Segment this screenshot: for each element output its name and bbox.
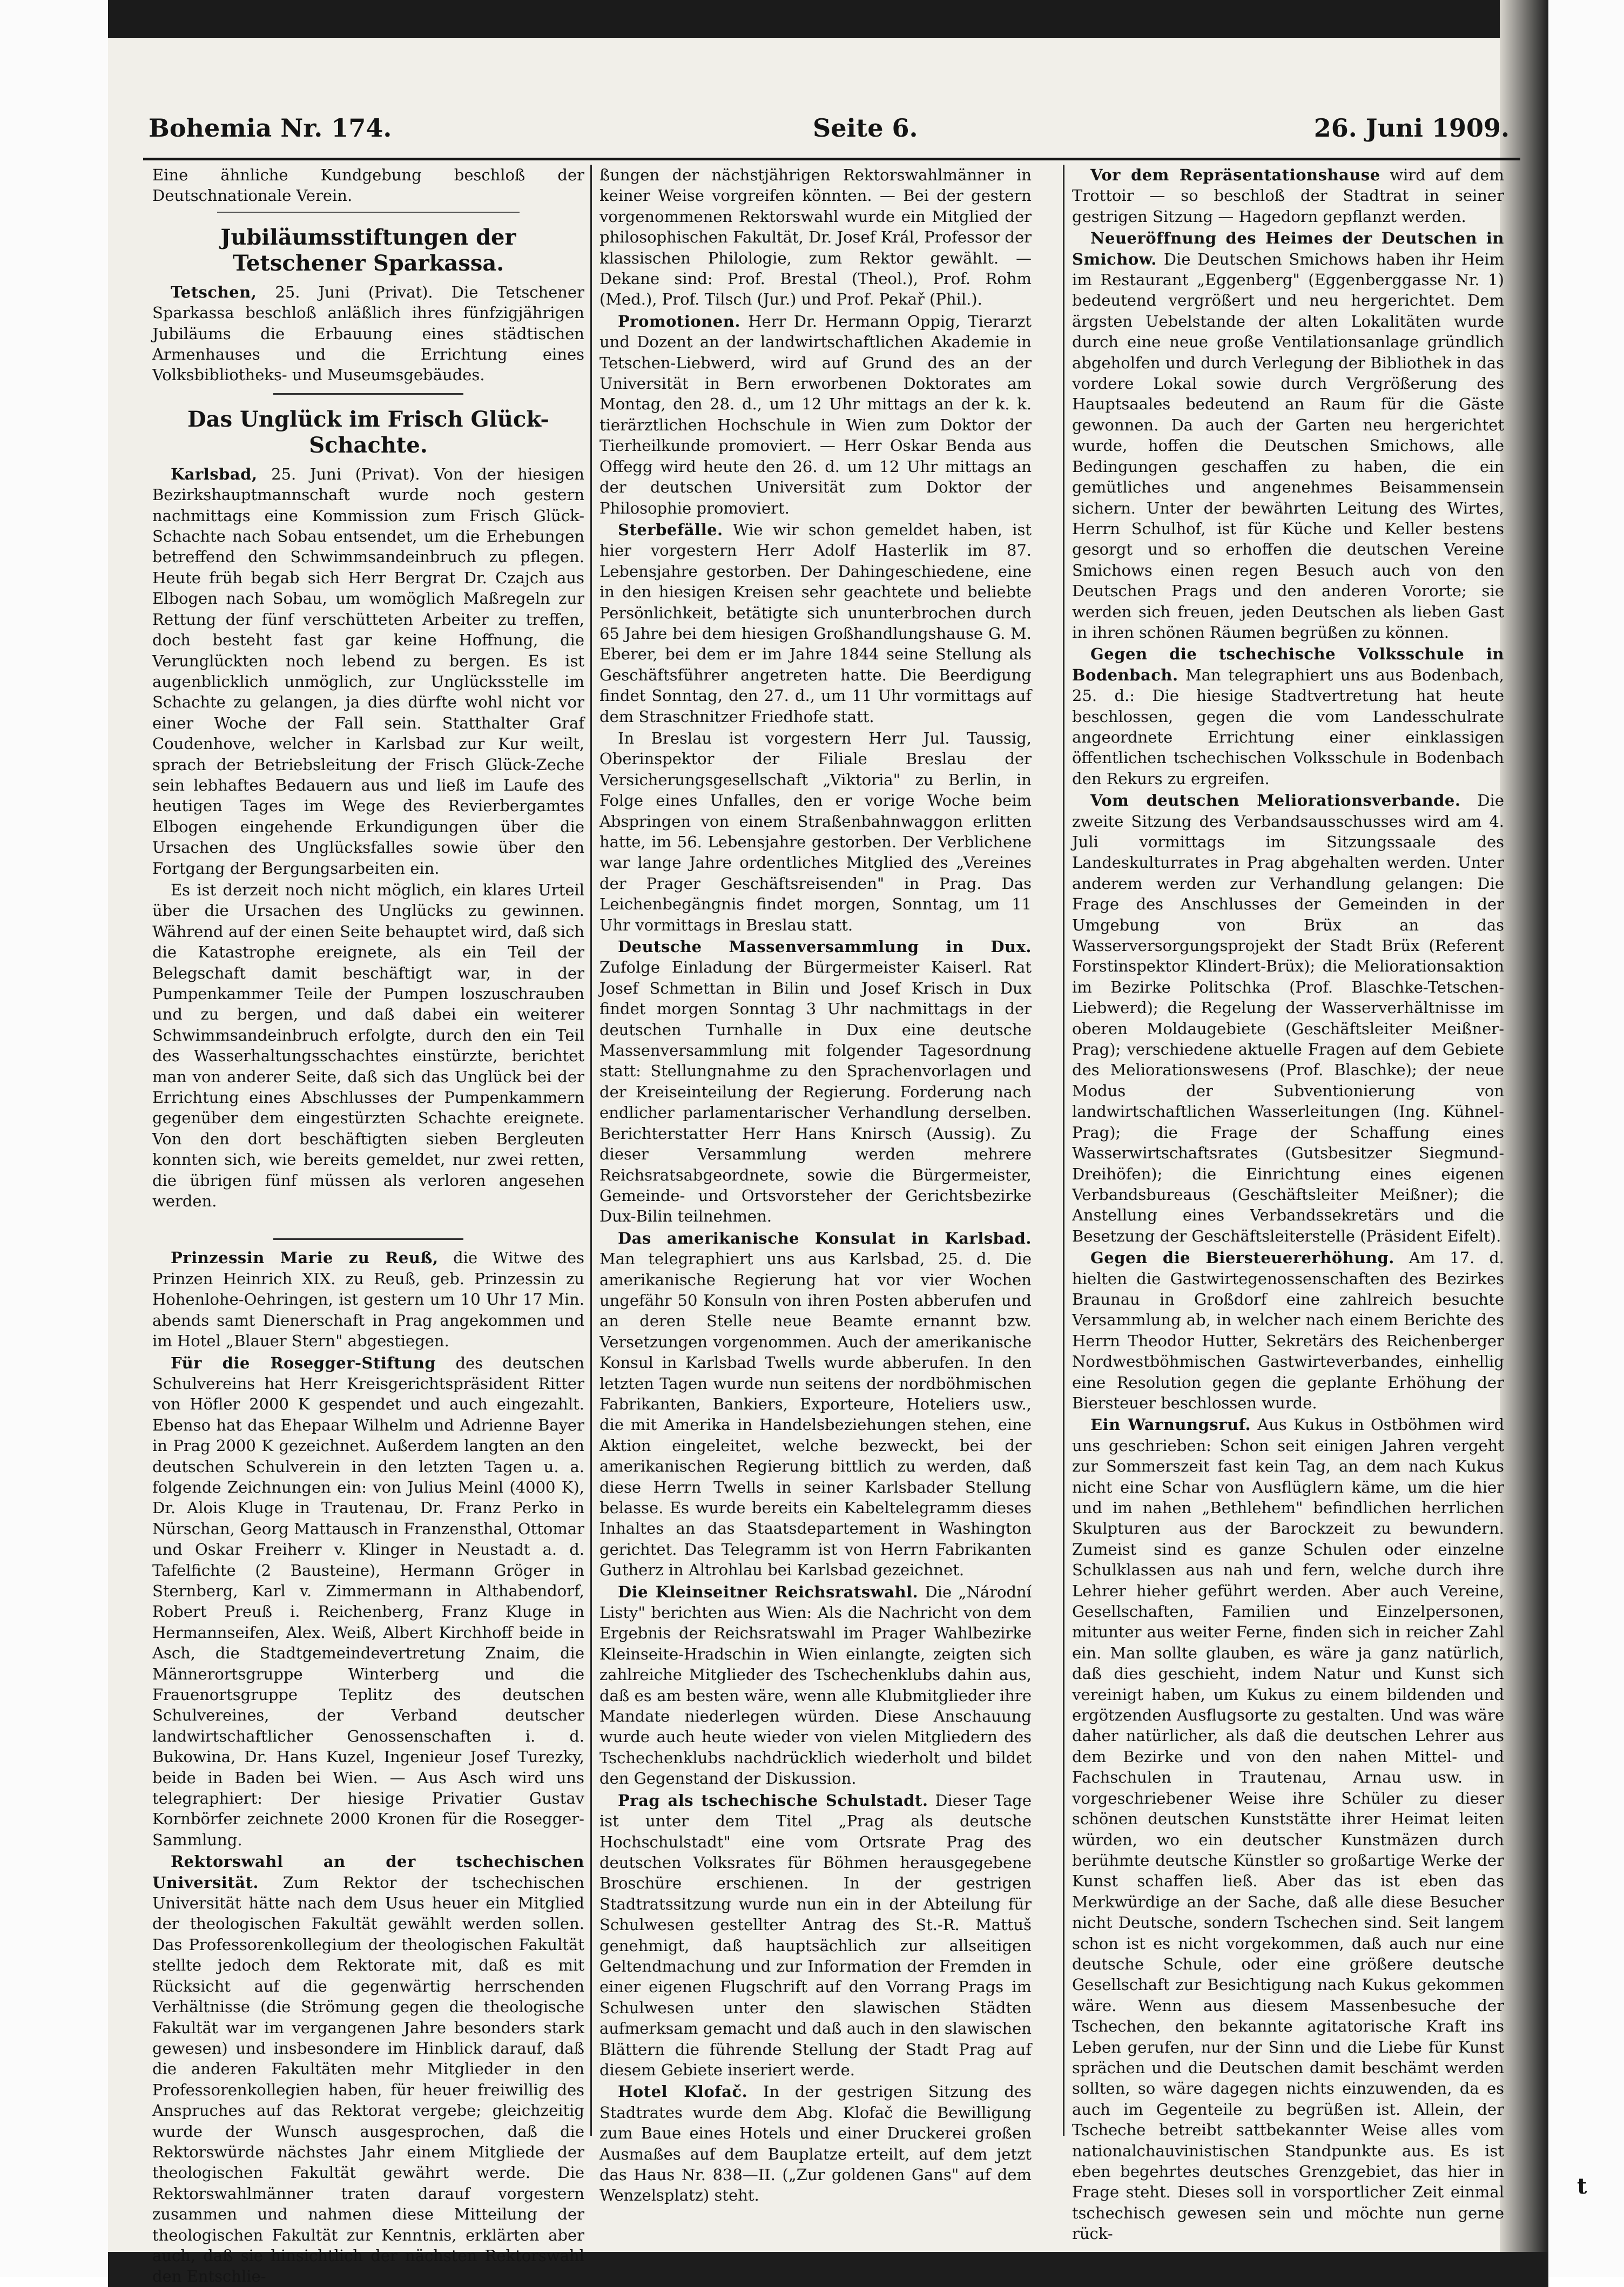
article-schulstadt: Prag als tschechische Schulstadt. Dieser Tage ist unter dem Titel „Prag als deutsche Hochschulstadt" eine vom Ortsrate Prag des deutschen Volksrates für Böhmen herausgegebene Broschüre erschienen. In der gestrigen Stadtratssitzung wurde nun ein in der Abteilung für Schulwesen gestellter Antrag des St.-R. Mattuš genehmigt, daß hauptsächlich zur allseitigen Geltendmachung und zur Information der Fremden in einer eigenen Flugschrift auf den Vorrang Prags im Schulwesen unter den slawischen Städten aufmerksam gemacht und daß auch in den slawischen Blättern die führende Stellung der Stadt Prag auf diesem Gebiete inseriert werde.: [599, 1791, 1032, 2079]
article-rektorswahl: Rektorswahl an der tschechischen Universität. Zum Rektor der tschechischen Universität hätte nach dem Usus heuer ein Mitglied der theologischen Fakultät gewählt werden sollen. Das Professorenkollegium der theologischen Fakultät stellte jedoch dem Rektorate mit, daß es mit Rücksicht auf die gegenwärtig herrschenden Verhältnisse (die Strömung gegen die theologische Fakultät war im vergangenen Jahre besonders stark gewesen) und insbesondere im Hinblick darauf, daß die anderen Fakultäten mehr Mitglieder in den Professorenkollegien haben, für heuer freiwillig des Anspruches auf das Rektorat vergebe; gleichzeitig wurde der Wunsch ausgesprochen, daß die Rektorswürde nächstes Jahr einem Mitgliede der theologischen Fakultät gewährt werde. Die Rektorswahlmänner traten darauf vorgestern zusammen und nahmen diese Mitteilung der theologischen Fakultät zur Kenntnis, erklärten aber auch, daß sie hinsichtlich der nächsten Rektorswahl den Entschlie-: [152, 1852, 585, 2286]
article-kleinseite: Die Kleinseitner Reichsratswahl. Die „Národní Listy" berichten aus Wien: Als die Nachricht von dem Ergebnis der Reichsratswahl im Prager Wahlbezirke Kleinseite-Hradschin in Wien einlangte, zeigten sich zahlreiche Mitglieder des Tschechenklubs dahin aus, daß es am besten wäre, wenn alle Klubmitglieder ihre Mandate niederlegen würden. Diese Anschauung wurde auch heute wieder von vielen Mitgliedern des Tschechenklubs nachdrücklich wiederholt und bildet den Gegenstand der Diskussion.: [599, 1582, 1032, 1788]
column-2: [599, 165, 1032, 2205]
page-header: [143, 113, 1520, 151]
article-reuss: Prinzessin Marie zu Reuß, die Witwe des Prinzen Heinrich XIX. zu Reuß, geb. Prinzessin zu Hohenlohe-Oehringen, ist gestern um 10 Uhr 17 Min. abends samt Dienerschaft in Prag angekommen und im Hotel „Blauer Stern" abgestiegen.: [152, 1249, 585, 1351]
run-in-head: Das amerikanische Konsulat in Karlsbad.: [618, 1229, 1032, 1247]
article-melioration: Vom deutschen Meliorationsverbande. Die zweite Sitzung des Verbandsausschusses wird am 4. Juli vormittags im Sitzungssaale des Landeskulturrates in Prag abgehalten werden. Unter anderem werden zur Verhandlung gelangen: Die Frage des Anschlusses der Gemeinden in der Umgebung von Brüx an das Wasserversorgungsprojekt der Stadt Brüx (Referent Forstinspektor Klindert-Brüx); die Meliorationsaktion im Bezirke Politschka (Prof. Blaschke-Tetschen-Liebwerd); die Regelung der Wasserverhältnisse im oberen Moldaugebiete (Geschäftsleiter Meißner-Prag); verschiedene aktuelle Fragen auf dem Gebiete des Meliorationswesens (Prof. Blaschke); der neue Modus der Subventionierung von landwirtschaftlichen Wasserleitungen (Ing. Kühnel-Prag); die Frage der Schaffung eines Wasserwirtschaftsrates (Gutsbesitzer Siegmund-Dreihöfen); die Einrichtung eines eigenen Verbandsbureaus (Geschäftsleiter Meißner); die Anstellung eines Verbandssekretärs und die Besetzung der Geschäftsleiterstelle (Präsident Eifelt).: [1072, 791, 1505, 1245]
column-3: [1072, 165, 1505, 2243]
article-unglueck: Karlsbad, 25. Juni (Privat). Von der hiesigen Bezirkshauptmannschaft wurde noch gestern nachmittags eine Kommission zum Frisch Glück-Schachte nach Sobau entsendet, um die Erhebungen betreffend den Schwimmsandeinbruch zu pflegen. Heute früh begab sich Herr Bergrat Dr. Czajch aus Elbogen nach Sobau, um womöglich Maßregeln zur Rettung der fünf verschütteten Arbeiter zu treffen, doch besteht fast gar keine Hoffnung, die Verunglückten noch lebend zu bergen. Es ist augenblicklich unmöglich, zur Unglücksstelle im Schachte zu gelangen, ja dies dürfte wohl nicht vor einer Woche der Fall sein. Statthalter Graf Coudenhove, welcher in Karlsbad zur Kur weilt, sprach der Betriebsleitung der Frisch Glück-Zeche sein lebhaftes Bedauern aus und ließ im Laufe des heutigen Tages im Wege des Revierbergamtes Elbogen eingehende Erkundigungen über die Ursachen des Unglücksfalles sowie über den Fortgang der Bergungsarbeiten ein.: [152, 464, 584, 878]
column-1: [152, 165, 585, 2286]
scan-edge-right: [1500, 0, 1548, 2277]
article-klofac: Hotel Klofač. In der gestrigen Sitzung des Stadtrates wurde dem Abg. Klofač die Bewilligung zum Baue eines Hotels und einer Druckerei großen Ausmaßes auf dem Bauplatze erteilt, auf dem jetzt das Haus Nr. 838—II. („Zur goldenen Gans" auf dem Wenzelsplatz) steht.: [599, 2082, 1032, 2205]
margin-mark: t: [1577, 2174, 1587, 2199]
article-konsulat: Das amerikanische Konsulat in Karlsbad. Man telegraphiert uns aus Karlsbad, 25. d. Die amerikanische Regierung hat vor vier Wochen ungefähr 50 Konsuln von ihren Posten abberufen und an deren Stelle neue Beamte ernannt bzw. Versetzungen vorgenommen. Auch der amerikanische Konsul in Karlsbad Twells wurde abberufen. In den letzten Tagen wurde nun seitens der nordböhmischen Fabrikanten, Bankiers, Exporteure, Hoteliers usw., die mit Amerika in Handelsbeziehungen stehen, eine Aktion eingeleitet, welche bezweckt, bei der amerikanischen Regierung bittlich zu werden, daß diese Herrn Twells in seiner Karlsbader Stellung belasse. Es wurde bereits ein Kabeltelegramm dieses Inhaltes an das Staatsdepartement in Washington gerichtet. Das Telegramm ist von Herrn Fabrikanten Gutherz in Altrohlau bei Karlsbad gezeichnet.: [599, 1229, 1032, 1580]
article-dux: Deutsche Massenversammlung in Dux. Zufolge Einladung der Bürgermeister Kaiserl. Rat Josef Schmettan in Bilin und Josef Krisch in Dux findet morgen Sonntag 3 Uhr nachmittags in der deutschen Turnhalle in Dux eine deutsche Massenversammlung mit folgender Tagesordnung statt: Stellungnahme zu den Sprachenvorlagen und der Kreiseinteilung der Regierung. Forderung nach endlicher parlamentarischer Verhandlung derselben. Berichterstatter Herr Hans Knirsch (Aussig). Zu dieser Versammlung werden mehrere Reichsratsabgeordnete, sowie die Bürgermeister, Gemeinde- und Ortsvorsteher der Gerichtsbezirke Dux-Bilin teilnehmen.: [599, 937, 1032, 1226]
run-in-head: Prinzessin Marie zu Reuß,: [171, 1249, 439, 1267]
separator: [273, 1238, 463, 1240]
run-in-head: Rektorswahl an der tschechischen Universität.: [152, 1852, 584, 1892]
column-rule-1: [590, 165, 592, 2136]
article-smichow: Neueröffnung des Heimes der Deutschen in Smichow. Die Deutschen Smichows haben ihr Heim im Restaurant „Eggenberg" (Eggenberggasse Nr. 1) bedeutend vergrößert und neu hergerichtet. Dem ärgsten Uebelstande der alten Lokalitäten wurde durch eine neue große Ventilationsanlage gründlich abgeholfen und durch Verlegung der Bibliothek in das vordere Lokal sowie durch Vergrößerung des Hauptsaales bedeutend an Raum für die Gäste gewonnen. Da auch der Garten neu hergerichtet wurde, hoffen die Deutschen Smichows, alle Bedingungen geschaffen zu haben, die ein gemütliches und angenehmes Beisammensein sichern. Unter der bewährten Leitung des Wirtes, Herrn Schulhof, ist für Küche und Keller bestens gesorgt und so erhoffen die deutschen Vereine Smichows einen regen Besuch auch von den Deutschen Prags und den anderen Vororte; sie werden sich freuen, jeden Deutschen als lieben Gast in ihren schönen Räumen begrüßen zu können.: [1072, 229, 1504, 642]
headline-unglueck: Das Unglück im Frisch Glück-Schachte.: [187, 406, 550, 458]
separator: [217, 212, 520, 213]
run-in-head: Sterbefälle.: [618, 520, 723, 539]
scan-margin-left: [0, 0, 108, 2277]
article-repraesentationshaus: Vor dem Repräsentationshause wird auf dem Trottoir — so beschloß der Stadtrat in seiner gestrigen Sitzung — Hagedorn gepflanzt werden.: [1072, 166, 1505, 226]
run-in-head: Gegen die tschechische Volksschule in Bodenbach.: [1072, 645, 1504, 684]
run-in-head: Vom deutschen Meliorationsverbande.: [1090, 791, 1461, 810]
headline-sparkassa: Jubiläumsstiftungen der Tetschener Sparkassa.: [220, 224, 516, 276]
run-in-head: Neueröffnung des Heimes der Deutschen in Smichow.: [1072, 229, 1504, 268]
scan-edge-top: [108, 0, 1548, 38]
header-rule: [143, 158, 1520, 160]
run-in-head: Ein Warnungsruf.: [1090, 1415, 1251, 1434]
scan-margin-right: [1548, 0, 1624, 2277]
article-bodenbach: Gegen die tschechische Volksschule in Bodenbach. Man telegraphiert uns aus Bodenbach, 25. d.: Die hiesige Stadtvertretung hat heute beschlossen, gegen die vom Landesschulrate angeordnete Errichtung einer einklassigen öffentlichen tschechischen Volksschule in Bodenbach den Rekurs zu ergreifen.: [1072, 645, 1504, 788]
article-warnungsruf: Ein Warnungsruf. Aus Kukus in Ostböhmen wird uns geschrieben: Schon seit einigen Jahren vergeht zur Sommerszeit fast kein Tag, an dem nach Kukus nicht eine Schar von Ausflüglern käme, um die hier und im nahen „Bethlehem" befindlichen herrlichen Skulpturen aus der Barockzeit zu bewundern. Zumeist sind es ganze Schulen oder einzelne Schulklassen aus nah und fern, welche durch ihre Lehrer hieher geführt werden. Aber auch Vereine, Gesellschaften, Familien und Einzelpersonen, mitunter aus weiter Ferne, finden sich in reicher Zahl ein. Man sollte glauben, es wäre ja ganz natürlich, daß dies geschieht, indem Natur und Kunst sich vereinigt haben, um Kukus zu einem bildenden und ergötzenden Ausflugsorte zu gestalten. Und was wäre daher natürlicher, als daß die deutschen Lehrer aus dem Bezirke und von den nahen Mittel- und Fachschulen in Trautenau, Arnau usw. in vorgeschriebener Weise ihre Schüler zu dieser schönen deutschen Kunststätte ihrer Heimat leiten würden, wo ein deutscher Kunstmäzen durch berühmte deutsche Künstler so großartige Werke der Kunst schaffen ließ. Aber das ist eben das Merkwürdige an der Sache, daß alle diese Besucher nicht Deutsche, sondern Tschechen sind. Seit langem schon ist es nicht vorgekommen, daß auch nur eine deutsche Schule, oder eine größere deutsche Gesellschaft zur Besichtigung nach Kukus gekommen wäre. Wenn aus diesem Massenbesuche der Tschechen, den bekannte agitatorische Kraft ins Leben gerufen, nur der Sinn und die Liebe für Kunst sprächen und die Deutschen damit beschämt werden sollten, so wäre dagegen nichts einzuwenden, da es auch im Gegenteile zu begrüßen ist. Allein, der Tscheche betreibt sattbekannter Weise alles vom nationalchauvinistischen Standpunkte aus. Es ist eben begehrtes deutsches Grenzgebiet, das hier in Frage steht. Dieses soll in vorsportlicher Zeit einmal tschechisch gewesen sein und möchte nun gerne rück-: [1072, 1415, 1505, 2243]
run-in-head: Vor dem Repräsentationshause: [1090, 166, 1380, 184]
issue-date: 26. Juni 1909.: [1313, 113, 1510, 143]
dateline: Tetschen,: [171, 282, 257, 301]
run-in-head: Für die Rosegger-Stiftung: [171, 1353, 436, 1372]
intro-paragraph: Eine ähnliche Kundgebung beschloß der Deutschnationale Verein.: [152, 166, 584, 205]
article-sterbefaelle-cont: In Breslau ist vorgestern Herr Jul. Taussig, Oberinspektor der Filiale Breslau der Versicherungsgesellschaft „Viktoria" zu Berlin, in Folge eines Unfalles, den er vorige Woche beim Abspringen von einem Straßenbahnwaggon erlitten hatte, im 56. Lebensjahre gestorben. Der Verblichene war lange Jahre ordentliches Mitglied des „Vereines der Prager Geschäftsreisenden" in Prag. Das Leichenbegängnis findet morgen, Sonntag, um 11 Uhr vormittags in Breslau statt.: [599, 728, 1032, 934]
dateline: Karlsbad,: [171, 464, 258, 483]
article-rektorswahl-cont: ßungen der nächstjährigen Rektorswahlmänner in keiner Weise vorgreifen könnten. — Bei der gestern vorgenommenen Rektorswahl wurde ein Mitglied der philosophischen Fakultät, Dr. Josef Král, Professor der klassischen Philologie, zum Rektor gewählt. — Dekane sind: Prof. Brestal (Theol.), Prof. Rohm (Med.), Prof. Tilsch (Jur.) und Prof. Pekař (Phil.).: [599, 166, 1032, 309]
run-in-head: Gegen die Biersteuererhöhung.: [1090, 1249, 1394, 1267]
article-sparkassa: Tetschen, 25. Juni (Privat). Die Tetschener Sparkassa beschloß anläßlich ihres fünfzigjährigen Jubiläums die Erbauung eines städtischen Armenhauses und die Errichtung eines Volksbibliotheks- und Museumsgebäudes.: [152, 282, 584, 384]
separator: [273, 393, 463, 395]
article-unglueck-cont: Es ist derzeit noch nicht möglich, ein klares Urteil über die Ursachen des Unglücks zu gewinnen. Während auf der einen Seite behauptet wird, daß sich die Katastrophe ereignete, als ein Teil der Belegschaft damit beschäftigt war, in der Pumpenkammer Teile der Pumpen loszuschrauben und zu bergen, und daß dabei ein weiterer Schwimmsandeinbruch erfolgte, durch den ein Teil des Wasserhaltungsschachtes einstürzte, berichtet man von anderer Seite, daß sich das Unglück bei der Errichtung eines Abschlusses der Pumpenkammern gegenüber dem eingestürzten Schachte ereignete. Von den dort beschäftigten sieben Bergleuten konnten sich, wie bereits gemeldet, nur zwei retten, die übrigen fünf müssen als verloren angesehen werden.: [152, 880, 584, 1211]
issue-label: Bohemia Nr. 174.: [149, 113, 392, 143]
run-in-head: Promotionen.: [618, 312, 740, 330]
run-in-head: Deutsche Massenversammlung in Dux.: [618, 937, 1032, 956]
article-sterbefaelle: Sterbefälle. Wie wir schon gemeldet haben, ist hier vorgestern Herr Adolf Hasterlik im 87. Lebensjahre gestorben. Der Dahingeschiedene, eine in den hiesigen Kreisen sehr geachtete und beliebte Persönlichkeit, betätigte sich ununterbrochen durch 65 Jahre bei dem hiesigen Großhandlungshause G. M. Eberer, bei dem er im Jahre 1844 seine Stellung als Geschäftsführer angetreten hatte. Die Beerdigung findet Sonntag, den 27. d., um 11 Uhr vormittags auf dem Straschnitzer Friedhofe statt.: [599, 520, 1032, 726]
article-biersteuer: Gegen die Biersteuererhöhung. Am 17. d. hielten die Gastwirtegenossenschaften des Bezirkes Braunau in Großdorf eine zahlreich besuchte Versammlung ab, in welcher nach einem Berichte des Herrn Theodor Hutter, Sekretärs des Reichenberger Nordwestböhmischen Gastwirteverbandes, einhellig eine Resolution gegen die geplante Erhöhung der Biersteuer beschlossen wurde.: [1072, 1249, 1505, 1412]
article-rosegger: Für die Rosegger-Stiftung des deutschen Schulvereins hat Herr Kreisgerichtspräsident Ritter von Höfler 2000 K gespendet und auch eingezahlt. Ebenso hat das Ehepaar Wilhelm und Adrienne Bayer in Prag 2000 K gezeichnet. Außerdem langten an den deutschen Schulverein in den letzten Tagen u. a. folgende Zeichnungen ein: von Julius Meinl (4000 K), Dr. Alois Kluge in Trautenau, Dr. Franz Perko in Nürschan, Georg Mattausch in Franzensthal, Ottomar und Oskar Freiherr v. Klinger in Neustadt a. d. Tafelfichte (2 Bausteine), Hermann Gröger in Sternberg, Karl v. Zimmermann in Althabendorf, Robert Preuß i. Reichenberg, Franz Kluge in Hermannseifen, Alex. Weiß, Albert Kirchhoff beide in Asch, die Stadtgemeindevertretung Znaim, die Männerortsgruppe Winterberg und die Frauenortsgruppe Teplitz des deutschen Schulvereines, der Verband deutscher landwirtschaftlicher Genossenschaften i. d. Bukowina, Dr. Hans Kuzel, Ingenieur Josef Turezky, beide in Baden bei Wien. — Aus Asch wird uns telegraphiert: Der hiesige Privatier Gustav Kornbörfer zeichnete 2000 Kronen für die Rosegger-Sammlung.: [152, 1353, 585, 1849]
page-number: Seite 6.: [813, 113, 918, 143]
run-in-head: Die Kleinseitner Reichsratswahl.: [618, 1582, 919, 1601]
column-rule-2: [1063, 165, 1064, 2136]
run-in-head: Hotel Klofač.: [618, 2082, 748, 2101]
article-promotionen: Promotionen. Herr Dr. Hermann Oppig, Tierarzt und Dozent an der landwirtschaftlichen Akademie in Tetschen-Liebwerd, wird auf Grund des an der Universität in Bern erworbenen Doktorates am Montag, den 28. d., um 12 Uhr mittags an der k. k. tierärztlichen Hochschule in Wien zum Doktor der Tierheilkunde promoviert. — Herr Oskar Benda aus Offegg wird heute den 26. d. um 12 Uhr mittags an der deutschen Universität zum Doktor der Philosophie promoviert.: [599, 312, 1032, 517]
run-in-head: Prag als tschechische Schulstadt.: [618, 1791, 928, 1810]
